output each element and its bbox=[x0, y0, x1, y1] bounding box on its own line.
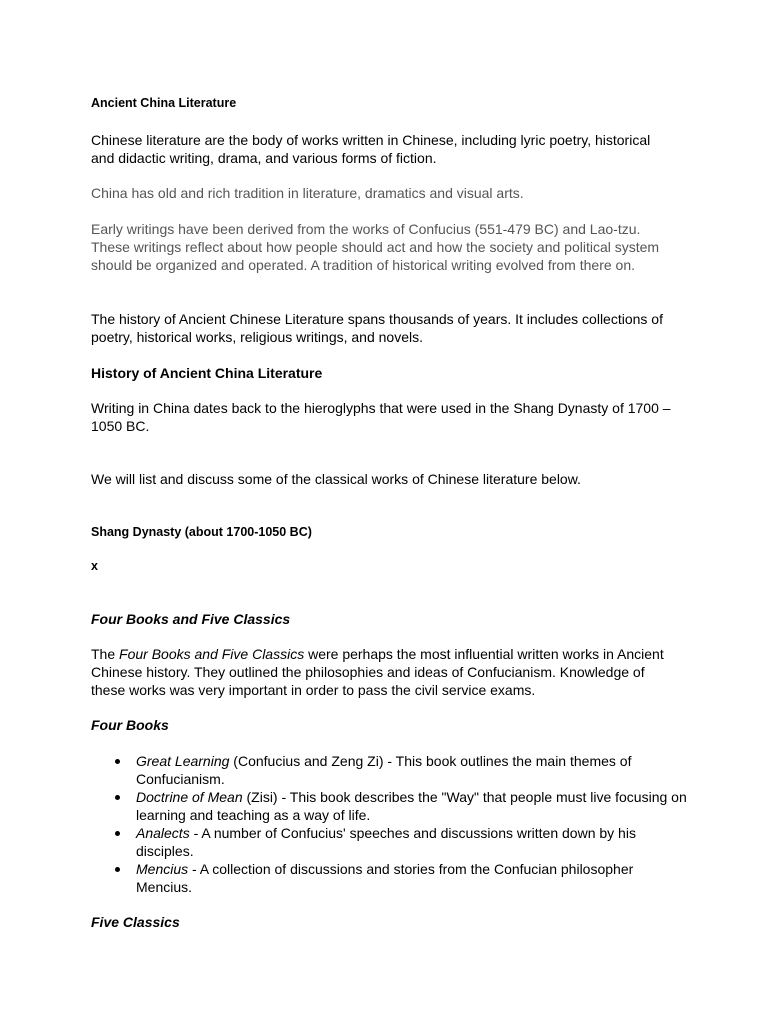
intro-paragraph-1: Chinese literature are the body of works written in Chinese, including lyric poetry, historical and didactic writing, drama, and various forms of fiction. bbox=[91, 132, 651, 166]
book-title: Great Learning bbox=[136, 753, 230, 769]
list-item bbox=[91, 752, 691, 788]
book-description: - A collection of discussions and stories from the Confucian philosopher Mencius. bbox=[136, 861, 634, 895]
history-paragraph-2: We will list and discuss some of the classical works of Chinese literature below. bbox=[91, 471, 581, 487]
para-italic-title: Four Books and Five Classics bbox=[119, 646, 305, 662]
list-item bbox=[91, 860, 691, 896]
four-books-list bbox=[91, 752, 691, 896]
para-pre: The bbox=[91, 646, 120, 662]
bullet-icon bbox=[115, 831, 120, 836]
book-title: Mencius bbox=[136, 861, 189, 877]
intro-paragraph-3: Early writings have been derived from the works of Confucius (551-479 BC) and Lao-tzu. These writings reflect about how people should act and how the society and political system should be organized and operated. A tradition of historical writing evolved from there on. bbox=[91, 221, 660, 273]
bullet-icon bbox=[115, 759, 120, 764]
book-description: (Confucius and Zeng Zi) - This book outlines the main themes of Confucianism. bbox=[136, 753, 632, 787]
book-description: - A number of Confucius' speeches and discussions written down by his disciples. bbox=[136, 825, 636, 859]
list-item bbox=[91, 788, 691, 824]
book-description: (Zisi) - This book describes the "Way" that people must live focusing on learning and teaching as a way of life. bbox=[136, 789, 687, 823]
book-title: Doctrine of Mean bbox=[136, 789, 243, 805]
bullet-icon bbox=[115, 795, 120, 800]
intro-paragraph-2: China has old and rich tradition in literature, dramatics and visual arts. bbox=[91, 185, 524, 201]
history-heading: History of Ancient China Literature bbox=[91, 365, 323, 381]
shang-dynasty-heading: Shang Dynasty (about 1700-1050 BC) bbox=[91, 525, 312, 539]
list-item bbox=[91, 824, 691, 860]
five-classics-heading: Five Classics bbox=[91, 914, 180, 930]
four-books-heading: Four Books bbox=[91, 717, 169, 733]
bullet-icon bbox=[115, 867, 120, 872]
doc-title: Ancient China Literature bbox=[91, 96, 237, 110]
four-books-five-classics-paragraph bbox=[91, 645, 671, 699]
x-mark: x bbox=[91, 559, 98, 573]
intro-paragraph-4: The history of Ancient Chinese Literature spans thousands of years. It includes collections of poetry, historical works, religious writings, and novels. bbox=[91, 311, 663, 345]
four-books-five-classics-heading: Four Books and Five Classics bbox=[91, 611, 291, 627]
book-title: Analects bbox=[136, 825, 190, 841]
para-post: were perhaps the most influential written works in Ancient Chinese history. They outlined the philosophies and ideas of Confucianism. Knowledge of these works was very important in order to pass the civil service exams. bbox=[91, 646, 664, 698]
history-paragraph-1: Writing in China dates back to the hieroglyphs that were used in the Shang Dynasty of 1700 – 1050 BC. bbox=[91, 400, 671, 434]
